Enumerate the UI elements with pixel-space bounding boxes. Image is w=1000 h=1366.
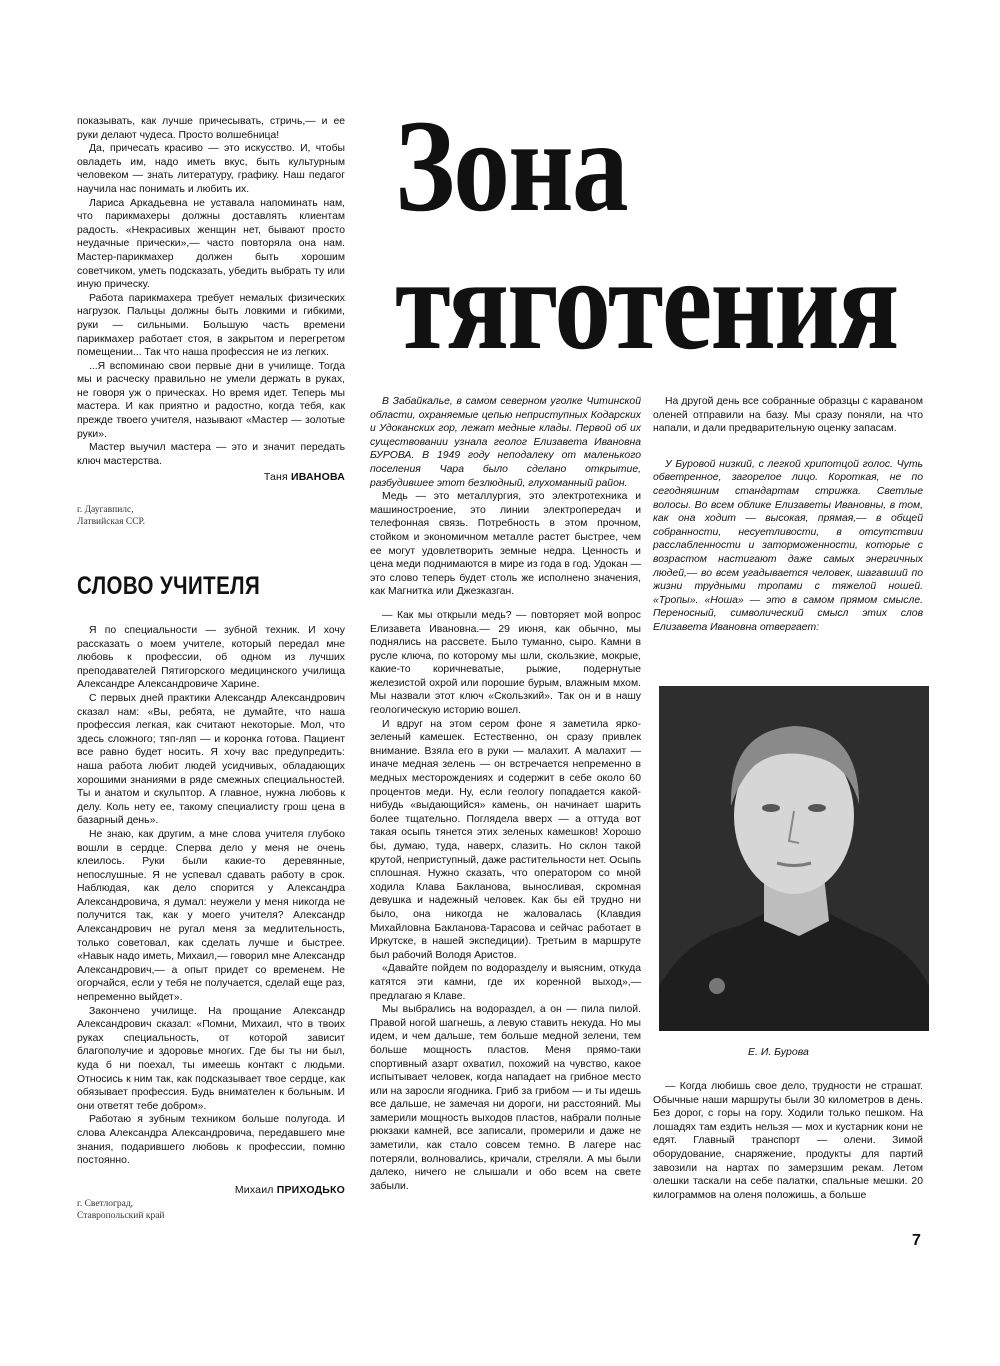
article-paragraph: Работа парикмахера требует немалых физических нагрузок. Пальцы должны быть ловкими и гибкими, руки — сильными. Большую часть времени парикмахер работает стоя, в закрытом и перегретом помещении... Так что наша профессия не из легких. [77, 292, 345, 359]
author-place [77, 1199, 345, 1222]
author-first-name: Таня [263, 471, 288, 484]
article-paragraph: «Давайте пойдем по водоразделу и выясним, откуда катятся эти камни, где их коренной выход»,— предлагаю я Клаве. [370, 963, 641, 1002]
article-paragraph: Не знаю, как другим, а мне слова учителя глубоко вошли в сердце. Сперва дело у меня не очень клеилось. Руки были какие-то деревянные, непослушные. Я не успевал сдавать работу в срок. Наблюдая, как дело спорится у Александра Александровича, я думал: неужели у меня никогда не получится так, как у моего учителя? Александр Александрович не ругал меня за медлительность, только советовал, как сделать лучше и быстрее. «Навык надо иметь, Михаил,— говорил мне Александр Александрович,— а опыт придет со временем. Не огорчайся, если у тебя не получается, сделай еще раз, непременно выйдет». [77, 828, 345, 1004]
article-paragraph: ...Я вспоминаю свои первые дни в училище. Тогда мы и расческу правильно не умели держать в руках, не говоря уж о прическах. Но время идет. Теперь мы мастера. И как приятно и радостно, когда тебя, как прежде твоего учителя, называют «Мастер — золотые руки». [77, 360, 345, 440]
article-paragraph: И вдруг на этом сером фоне я заметила ярко-зеленый камешек. Естественно, он сразу привлек внимание. Взяла его в руки — малахит. А малахит — иначе медная зелень — он встречается непременно в медных месторождениях и содержит в себе около 60 процентов меди. Ну, если геологу попадается какой-нибудь «выдающийся» камень, он начинает шарить более тщательно. Поглядела вверх — а оттуда вот такая осыпь тянется этих зеленых камешков! Хорошо бы, думаю, туда, наверх, слазить. Но склон такой крутой, неприступный, даже растительности нет. Осыпь сплошная. Нужно сказать, что оператором со мной ходила Клава Бакланова, выносливая, скромная девушка и надежный человек. Как бы ей трудно ни было, она никогда не жаловалась (Клавдия Михайловна Бакланова-Тарасова и сейчас работает в Иркутске, в нашей экспедиции). Третьим в маршруте был рабочий Володя Аристов. [370, 718, 641, 961]
article-paragraph: показывать, как лучше причесывать, стричь,— и ее руки делают чудеса. Просто волшебница! [77, 116, 345, 141]
author-signature [77, 1184, 345, 1198]
author-first-name: Михаил [234, 1183, 274, 1196]
article-paragraph: У Буровой низкий, с легкой хрипотцой голос. Чуть обветренное, загорелое лицо. Короткая, не по сегодняшним стандартам стрижка. Светлые волосы. Во всем облике Елизаветы Ивановны, в том, как она ходит — высокая, прямая,— в общей собранности, несуетливости, в отсутствии расслабленности и заторможенности, которые с возрастом настигают даже самых энергичных людей,— во всем угадывается человек, шагавший по жизни трудными тропами с тяжелой ношей. «Тропы». «Ноша» — это в самом прямом смысле. Переносный, символический смысл этих слов Елизавета Ивановна отвергает: [653, 458, 923, 633]
article-paragraph: Я по специальности — зубной техник. И хочу рассказать о моем учителе, который передал мне любовь к профессии, об одном из лучших преподавателей Пятигорского медицинского училища Александре Александровиче Харине. [77, 625, 345, 691]
right-column-bottom [653, 1080, 923, 1202]
author-signature [77, 471, 345, 485]
article-paragraph: Закончено училище. На прощание Александр Александрович сказал: «Помни, Михаил, что в твоих руках специальность, от которой зависит благополучие и здоровье многих. Где бы ты ни был, куда б ни поехал, ты имеешь контакт с людьми. Относись к ним так, как подсказывает твое сердце, как обязывает профессия. Будь внимателен к больным. И они ответят тебе добром». [77, 1005, 345, 1112]
place-line: г. Даугавпилс, [77, 505, 134, 516]
article-paragraph: — Когда любишь свое дело, трудности не страшат. Обычные наши маршруты были 30 километров в день. Без дорог, с горы на гору. Ходили только пешком. На лошадях там ездить нельзя — мох и кустарник кони не едят. Главный транспорт — олени. Зимой оборудование, снаряжение, продукты для партий завозили на нартах по замерзшим рекам. Летом олешки таскали на себе палатки, спальные мешки. 20 килограммов на оленя положишь, а больше [653, 1081, 923, 1201]
article-title [395, 92, 898, 377]
article-paragraph: Работаю я зубным техником больше полугода. И слова Александра Александровича, передавшего мне знания, подарившего любовь к профессии, помню постоянно. [77, 1114, 345, 1167]
page-number: 7 [912, 1232, 921, 1249]
article-paragraph: С первых дней практики Александр Александрович сказал нам: «Вы, ребята, не думайте, что наша профессия легкая, как считают некоторые. Мол, что здесь сложного; тяп-ляп — и коронка готова. Пациент все равно будет носить. Я хочу вас предупредить: наша работа любит людей усидчивых, обладающих хорошими знаниями в ряде смежных специальностей. Ты и анатом и скульптор. А главное, нужна любовь к делу. Коль нету ее, такому специалисту грош цена в базарный день». [77, 692, 345, 827]
article-paragraph: На другой день все собранные образцы с караваном оленей отправили на базу. Мы сразу поняли, на что напали, и дали предварительную оценку запасам. [653, 396, 923, 435]
right-column-top [653, 395, 923, 635]
left-top-column [77, 115, 345, 528]
article-paragraph: Мы выбрались на водораздел, а он — пила пилой. Правой ногой шагнешь, а левую ставить некуда. Но мы идем, и чем дальше, тем больше медной зелени, тем больше мощность пластов. Меня прямо-таки спортивный азарт охватил, похожий на чувство, какое испытывает человек, когда нападает на грибное место или на заросли ягодника. Гриб за грибом — и ты идешь все дальше, не замечая ни дороги, ни расстояний. Мы замерили мощность выходов пластов, набрали полные рюкзаки камней, все записали, промерили и даже не заметили, как стало совсем темно. В лагере нас потеряли, волновались, кричали, стреляли. А мы были далеко, ничего не слышали и обо всем на свете забыли. [370, 1004, 641, 1192]
article-paragraph: — Как мы открыли медь? — повторяет мой вопрос Елизавета Ивановна.— 29 июня, как обычно, мы поднялись на рассвете. Было туманно, сыро. Камни в русле ключа, по которому мы шли, скользкие, мокрые, какие-то коричневатые, рыжие, подернутые железистой охрой или порошие бурым, влажным мхом. Мы назвали этот ключ «Скользкий». Так он и в нашу геологическую историю вошел. [370, 609, 641, 717]
portrait-image [659, 686, 929, 1031]
article-paragraph: Медь — это металлургия, это электротехника и машиностроение, это линии электропередач и телефонная связь. Потребность в этом прочном, стойком и экономичном металле растет быстрее, чем ее могут удовлетворить земные недра. Ценность и цена меди поднимаются в мире из года в год. Удокан — это слово теперь будет столь же исполнено значения, как Магнитка или Джезказган. [370, 491, 641, 598]
left-bottom-column [77, 624, 345, 1222]
article-intro: В Забайкалье, в самом северном уголке Читинской области, охраняемые цепью неприступных Кодарских и Удоканских гор, лежат медные клады. Первой об их существовании узнала геолог Елизавета Ивановна БУРОВА. В 1949 году неподалеку от маленького поселения Чара было сделано открытие, разбудившее этот безлюдный, глухоманный район. [370, 396, 641, 489]
article-paragraph: Лариса Аркадьевна не уставала напоминать нам, что парикмахеры должны доставлять клиентам радость. «Некрасивых женщин нет, бывают просто неудачные прически»,— часто повторяла она нам. Мастер-парикмахер должен быть хорошим советчиком, уметь подсказать, убедить выбрать ту или иную прическу. [77, 197, 345, 291]
place-line: Латвийская ССР. [77, 516, 146, 527]
place-line: г. Светлоград, [77, 1199, 134, 1210]
portrait-photo [659, 686, 929, 1031]
place-line: Ставропольский край [77, 1210, 165, 1221]
author-last-name: ПРИХОДЬКО [276, 1183, 345, 1196]
title-line: Зона [395, 92, 627, 239]
title-line: тяготения [395, 230, 898, 377]
article-paragraph: Мастер выучил мастера — это и значит передать ключ мастерства. [77, 442, 345, 467]
author-place [77, 505, 345, 528]
middle-column [370, 395, 641, 1193]
author-last-name: ИВАНОВА [291, 471, 345, 484]
article-paragraph: Да, причесать красиво — это искусство. И, чтобы овладеть им, надо иметь вкус, быть культурным человеком — знать литературу, графику. Наш педагог научила нас понимать и любить их. [77, 143, 345, 195]
section-heading: СЛОВО УЧИТЕЛЯ [77, 572, 261, 600]
photo-caption: Е. И. Бурова [748, 1046, 809, 1058]
